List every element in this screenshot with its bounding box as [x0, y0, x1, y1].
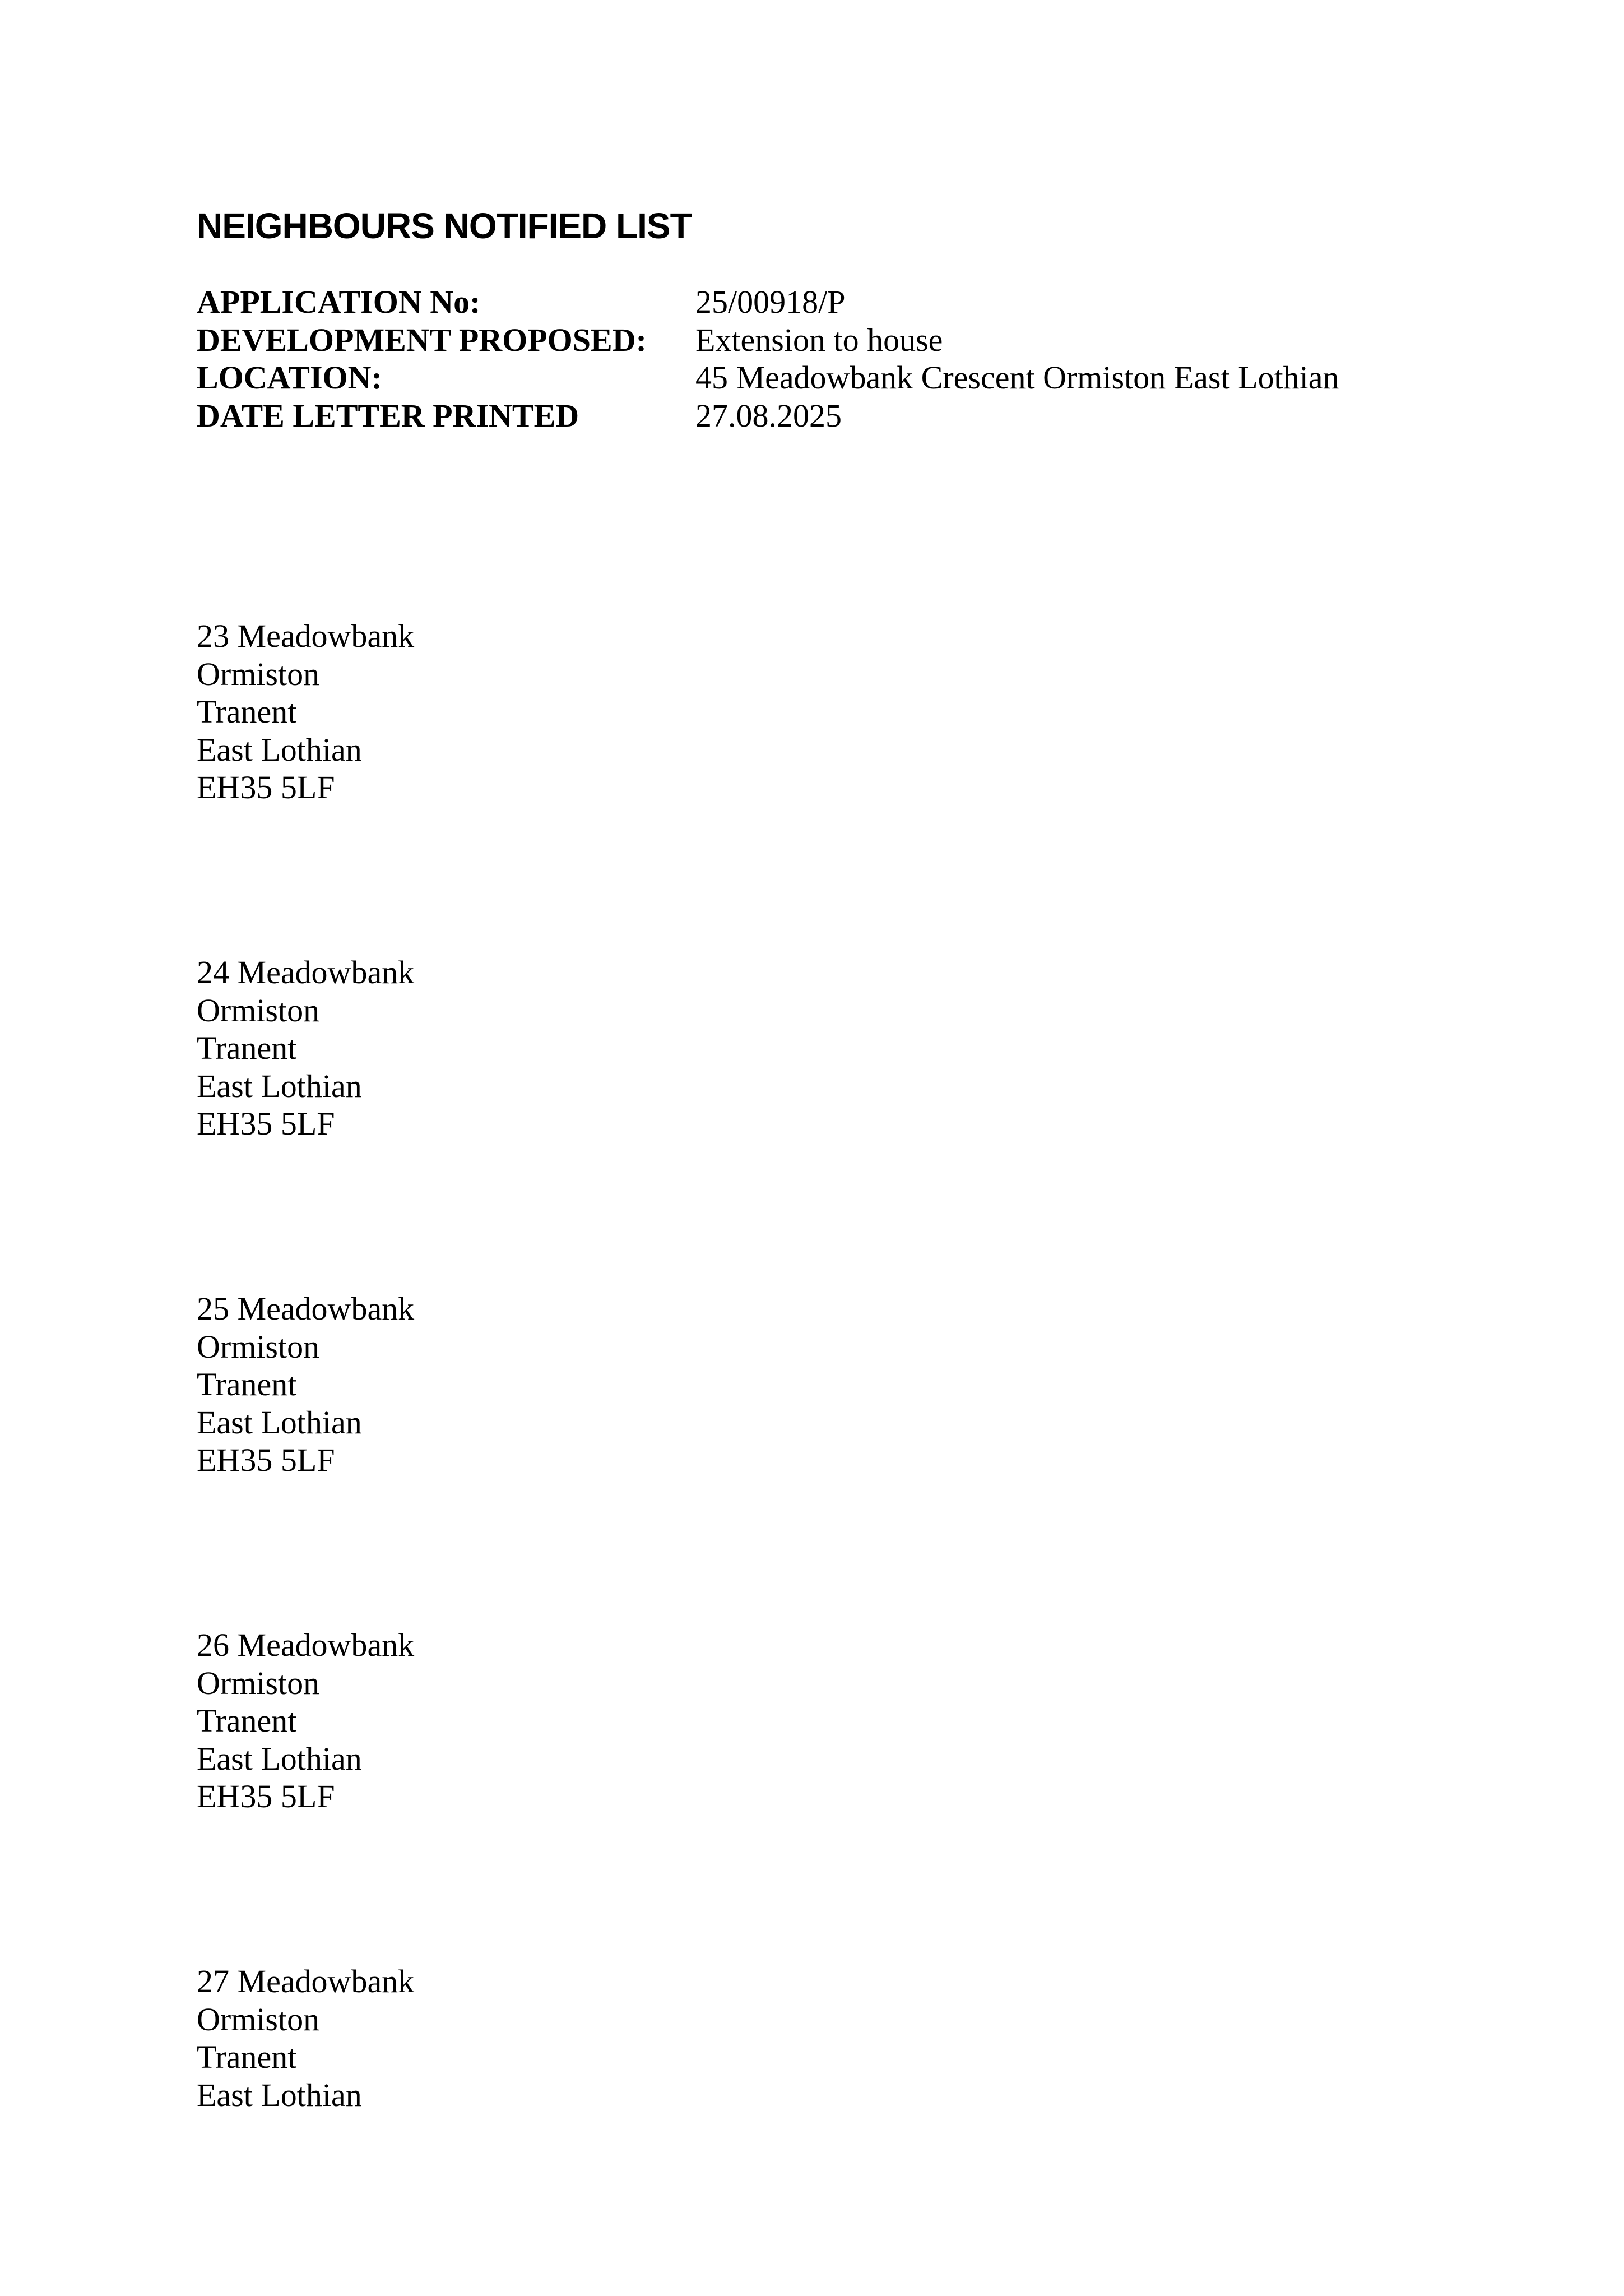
address-line: 26 Meadowbank	[197, 1627, 415, 1663]
neighbour-address	[197, 1962, 414, 2114]
address-line: Tranent	[197, 2039, 297, 2075]
address-line: Tranent	[197, 1366, 297, 1402]
address-line: 23 Meadowbank	[197, 618, 415, 654]
address-line: Ormiston	[197, 655, 320, 692]
address-line: East Lothian	[197, 1740, 362, 1777]
address-line: East Lothian	[197, 731, 362, 768]
address-postcode: EH35 5LF	[197, 1442, 335, 1478]
address-postcode: EH35 5LF	[197, 769, 335, 806]
field-label: DEVELOPMENT PROPOSED:	[197, 321, 647, 358]
address-line: Ormiston	[197, 992, 320, 1029]
page-title: NEIGHBOURS NOTIFIED LIST	[197, 206, 692, 246]
address-line: Tranent	[197, 1702, 297, 1739]
neighbour-address	[197, 1290, 414, 1479]
neighbour-address	[197, 953, 414, 1143]
date-letter-printed-row	[197, 397, 1339, 435]
field-label: APPLICATION No:	[197, 284, 481, 320]
address-line: East Lothian	[197, 1404, 362, 1441]
neighbour-address	[197, 617, 414, 807]
field-value: Extension to house	[695, 321, 943, 358]
address-line: Ormiston	[197, 2001, 320, 2038]
address-line: 25 Meadowbank	[197, 1290, 415, 1327]
field-value: 25/00918/P	[695, 284, 846, 320]
neighbour-address	[197, 1626, 414, 1816]
address-line: Tranent	[197, 1030, 297, 1066]
application-number-row	[197, 283, 1339, 321]
address-line: 24 Meadowbank	[197, 954, 415, 990]
field-value: 45 Meadowbank Crescent Ormiston East Lothian	[695, 359, 1339, 396]
address-line: East Lothian	[197, 2076, 362, 2113]
address-line: 27 Meadowbank	[197, 1963, 415, 1999]
address-line: East Lothian	[197, 1067, 362, 1104]
field-value: 27.08.2025	[695, 397, 842, 434]
address-line: Ormiston	[197, 1328, 320, 1365]
application-details	[197, 283, 1339, 434]
development-proposed-row	[197, 321, 1339, 359]
field-label: LOCATION:	[197, 359, 382, 396]
address-postcode: EH35 5LF	[197, 1105, 335, 1142]
address-line: Ormiston	[197, 1664, 320, 1701]
location-row	[197, 359, 1339, 397]
address-line: Tranent	[197, 693, 297, 730]
field-label: DATE LETTER PRINTED	[197, 397, 579, 434]
address-postcode: EH35 5LF	[197, 1778, 335, 1814]
